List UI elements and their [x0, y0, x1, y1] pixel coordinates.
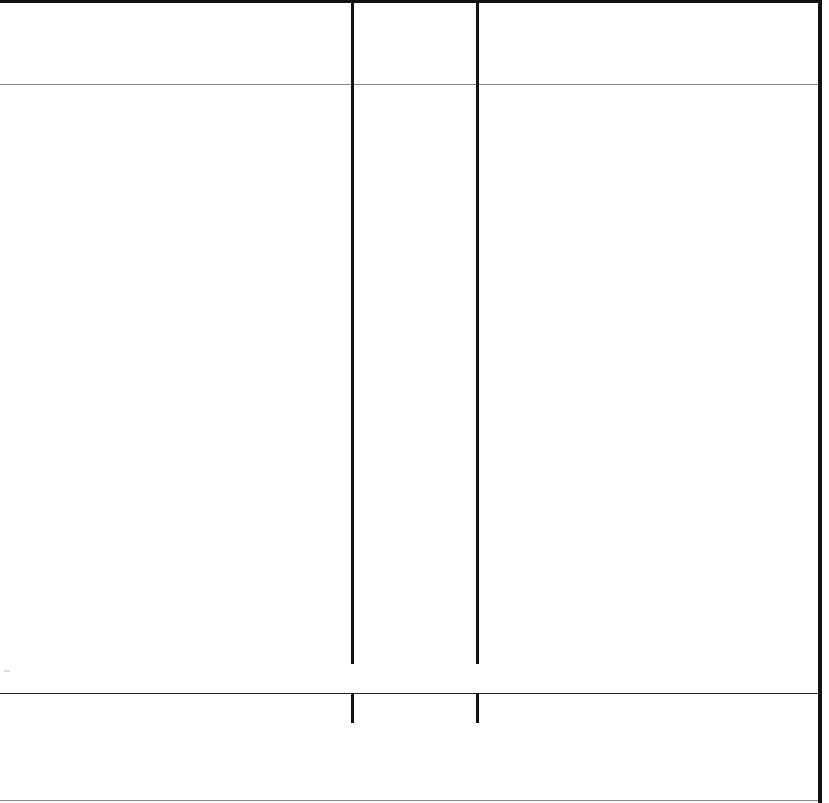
rural-zone-label [4, 670, 10, 672]
column-divider [476, 3, 479, 664]
divider [0, 693, 822, 694]
table-header [0, 3, 822, 85]
footer-notice [0, 723, 822, 801]
column-divider [351, 693, 354, 723]
header-units [0, 20, 352, 176]
column-divider [351, 3, 354, 664]
column-divider [476, 693, 479, 723]
table-right-border [818, 3, 822, 803]
